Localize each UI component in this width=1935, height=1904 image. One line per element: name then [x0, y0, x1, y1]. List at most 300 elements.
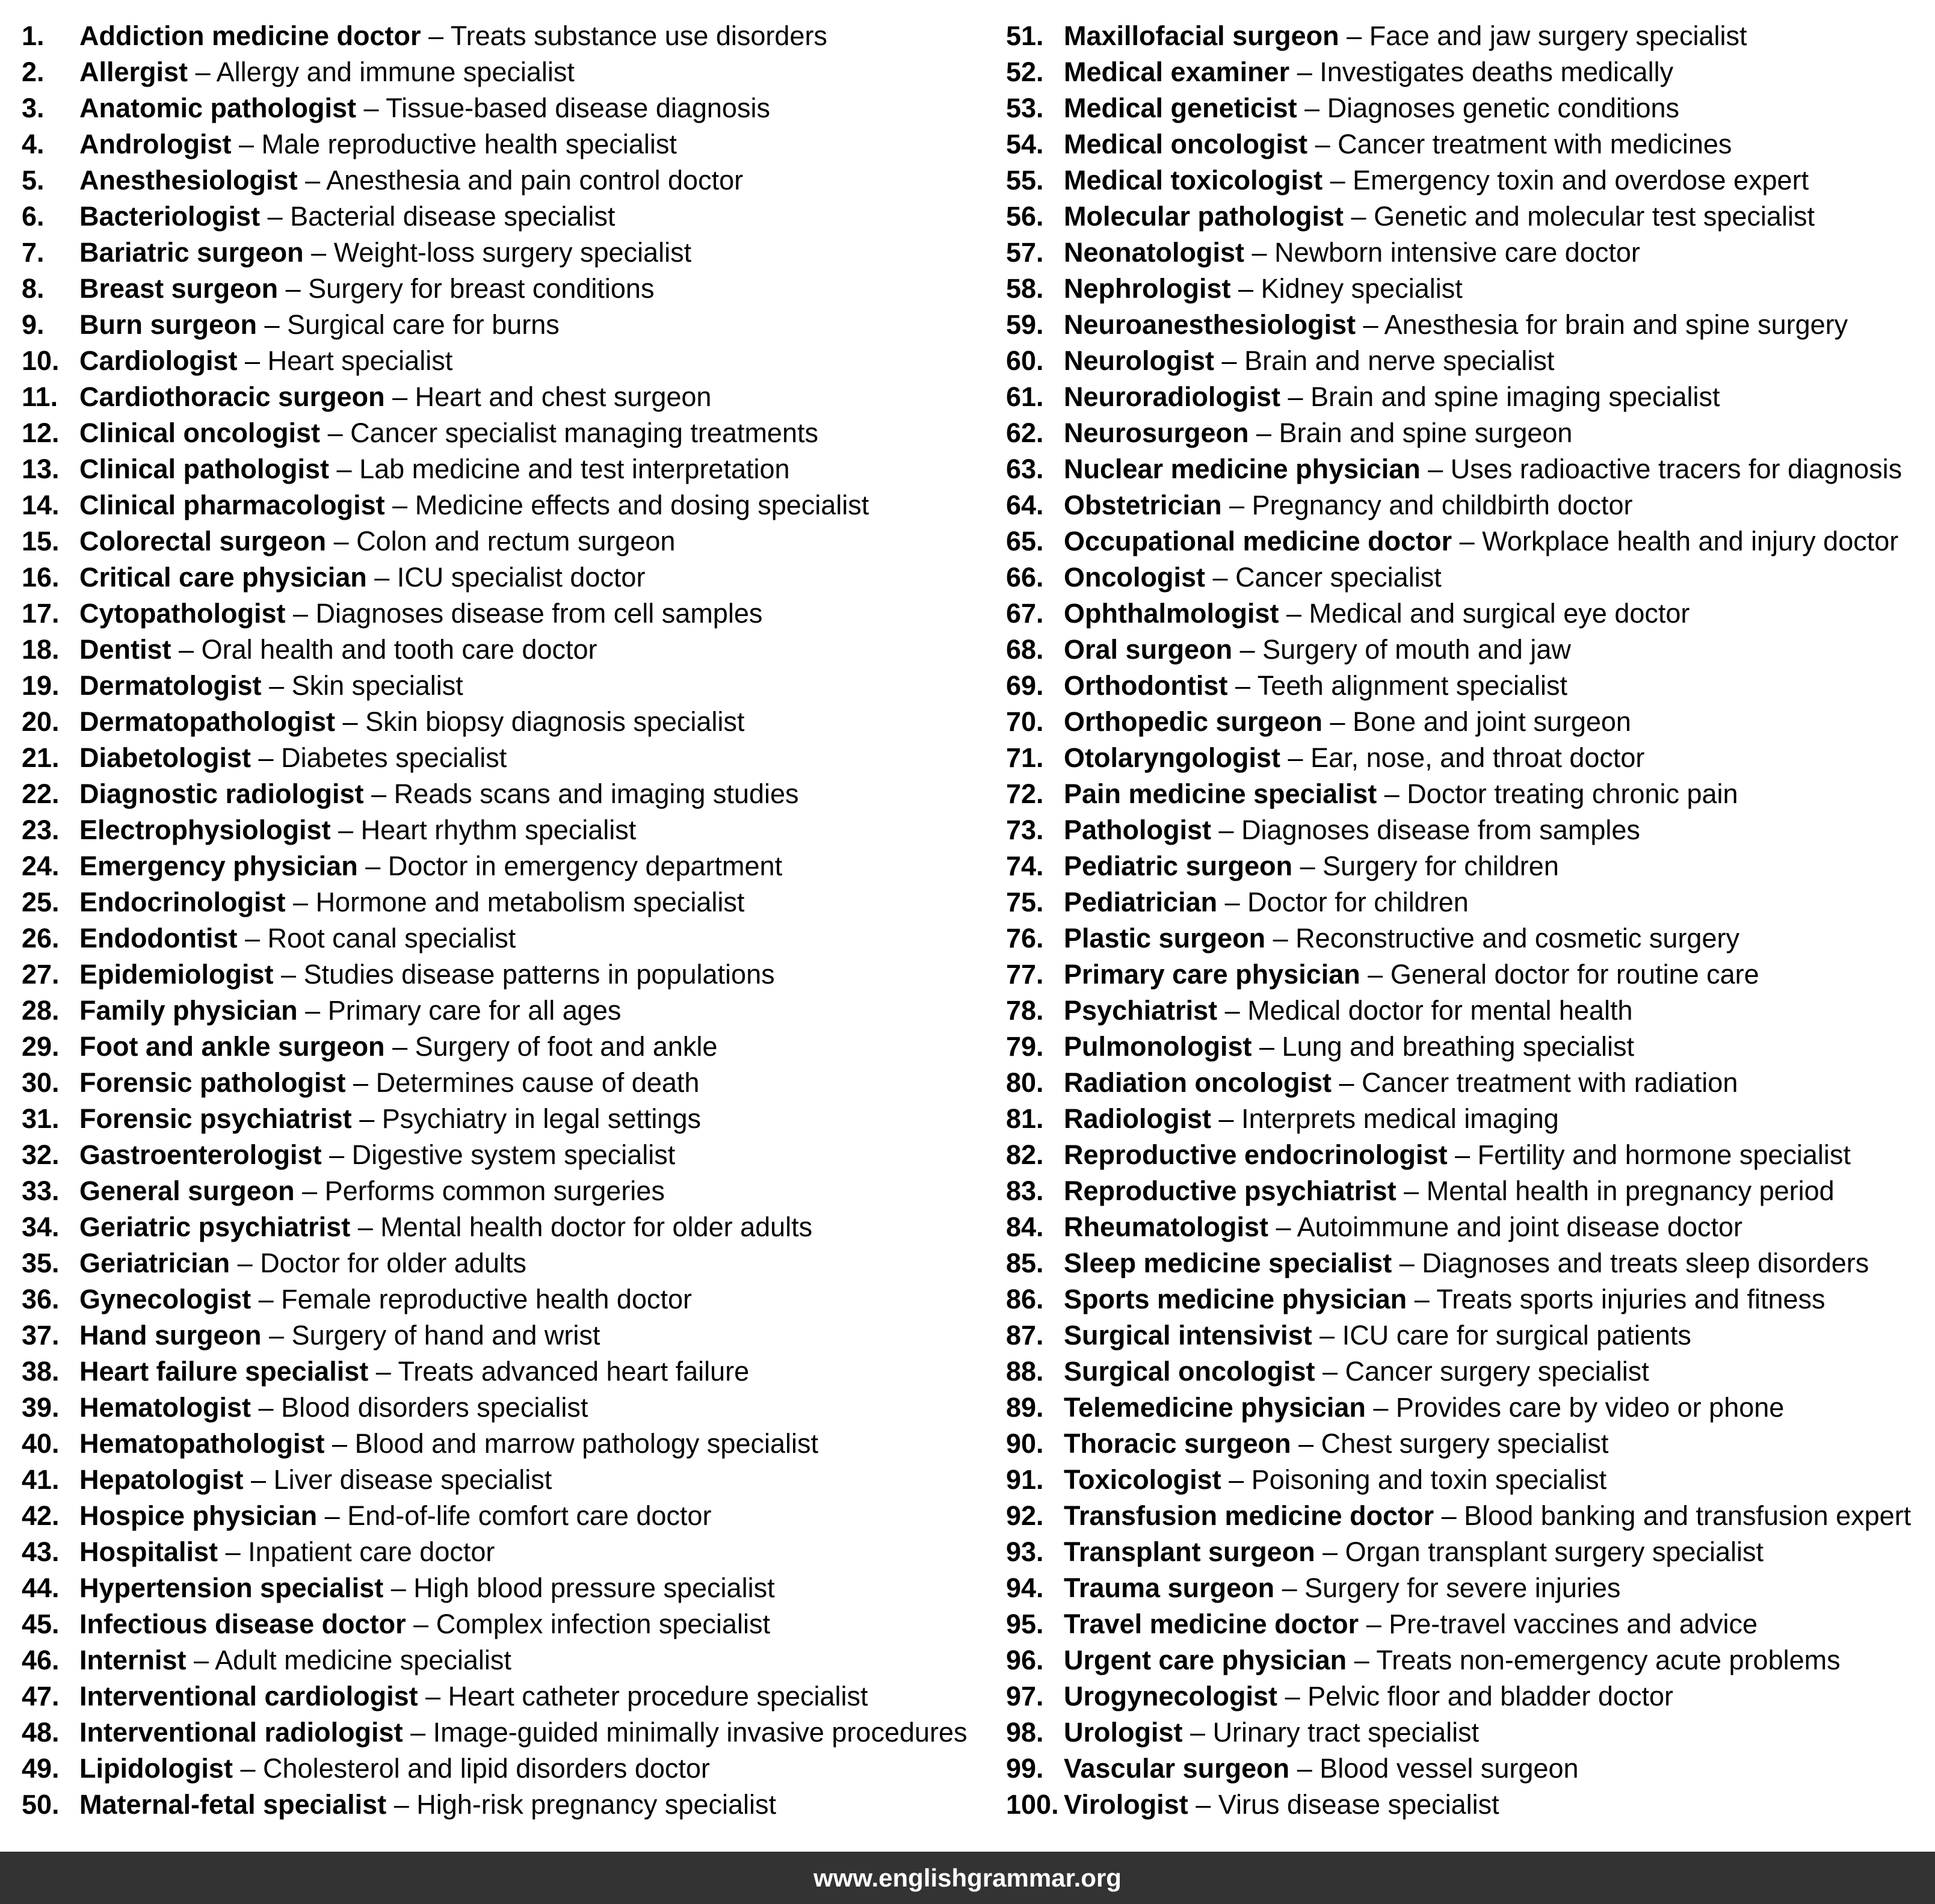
item-separator: – [1315, 129, 1330, 159]
item-number: 52. [1006, 57, 1044, 87]
item-term: Bariatric surgeon [79, 237, 304, 268]
list-item [1006, 90, 1933, 126]
list-item [22, 1678, 984, 1715]
item-description: Virus disease specialist [1218, 1789, 1499, 1820]
list-item [1006, 1498, 1933, 1534]
item-term: Pathologist [1064, 815, 1211, 845]
list-item [22, 1715, 984, 1751]
item-term: Medical toxicologist [1064, 165, 1323, 196]
item-number: 27. [22, 959, 60, 990]
item-description: Root canal specialist [267, 923, 516, 954]
item-description: Studies disease patterns in populations [303, 959, 775, 990]
item-term: Family physician [79, 995, 298, 1026]
item-description: Investigates deaths medically [1319, 57, 1674, 87]
item-description: Determines cause of death [375, 1067, 700, 1098]
item-term: Rheumatologist [1064, 1212, 1269, 1242]
item-description: Blood disorders specialist [281, 1392, 588, 1423]
item-term: Orthodontist [1064, 670, 1228, 701]
item-separator: – [375, 1356, 391, 1387]
list-item [22, 487, 984, 523]
item-number: 34. [22, 1212, 60, 1242]
item-number: 17. [22, 598, 60, 629]
list-item [22, 1354, 984, 1390]
item-description: High-risk pregnancy specialist [416, 1789, 776, 1820]
list-item [22, 596, 984, 632]
item-term: Sports medicine physician [1064, 1284, 1407, 1314]
item-number: 92. [1006, 1500, 1044, 1531]
item-separator: – [392, 490, 408, 520]
item-term: Otolaryngologist [1064, 742, 1280, 773]
item-separator: – [1285, 1681, 1300, 1711]
item-description: Cancer treatment with radiation [1362, 1067, 1738, 1098]
specialist-list-right [1006, 18, 1933, 1823]
item-term: Endocrinologist [79, 887, 286, 917]
item-description: Weight-loss surgery specialist [333, 237, 692, 268]
item-separator: – [1368, 959, 1383, 990]
item-separator: – [1273, 923, 1288, 954]
item-number: 88. [1006, 1356, 1044, 1387]
item-description: Treats substance use disorders [450, 20, 827, 51]
item-description: Blood vessel surgeon [1319, 1753, 1579, 1784]
item-description: Autoimmune and joint disease doctor [1297, 1212, 1743, 1242]
item-description: Anesthesia for brain and spine surgery [1384, 309, 1848, 340]
item-separator: – [245, 345, 261, 376]
item-number: 8. [22, 273, 45, 304]
item-separator: – [390, 1573, 406, 1603]
item-separator: – [1351, 201, 1366, 232]
item-description: Interprets medical imaging [1241, 1103, 1559, 1134]
item-description: End-of-life comfort care doctor [347, 1500, 712, 1531]
item-term: Bacteriologist [79, 201, 261, 232]
item-description: Liver disease specialist [273, 1464, 552, 1495]
item-term: Hypertension specialist [79, 1573, 384, 1603]
item-term: Nuclear medicine physician [1064, 454, 1421, 484]
item-separator: – [413, 1609, 429, 1639]
list-item [22, 271, 984, 307]
item-separator: – [305, 995, 321, 1026]
item-term: Toxicologist [1064, 1464, 1221, 1495]
item-separator: – [238, 129, 255, 159]
item-term: Interventional cardiologist [79, 1681, 418, 1711]
item-separator: – [258, 1392, 274, 1423]
footer-bar [0, 1852, 1935, 1904]
item-separator: – [269, 1320, 285, 1351]
item-description: Surgery of hand and wrist [291, 1320, 600, 1351]
item-number: 14. [22, 490, 60, 520]
item-term: Forensic psychiatrist [79, 1103, 352, 1134]
item-separator: – [1297, 1753, 1312, 1784]
item-description: Surgical care for burns [287, 309, 560, 340]
list-item [22, 54, 984, 90]
item-term: Breast surgeon [79, 273, 279, 304]
item-term: Neuroradiologist [1064, 381, 1281, 412]
item-term: Cardiologist [79, 345, 238, 376]
item-separator: – [258, 742, 274, 773]
list-item [1006, 1462, 1933, 1498]
list-item [22, 957, 984, 993]
item-number: 65. [1006, 526, 1044, 556]
item-term: Clinical pathologist [79, 454, 330, 484]
item-term: Emergency physician [79, 851, 358, 881]
item-separator: – [359, 1103, 375, 1134]
item-term: Obstetrician [1064, 490, 1222, 520]
item-term: Neurologist [1064, 345, 1215, 376]
item-term: Gastroenterologist [79, 1139, 322, 1170]
list-item [1006, 379, 1933, 415]
list-item [1006, 415, 1933, 451]
list-item [1006, 704, 1933, 740]
item-number: 87. [1006, 1320, 1044, 1351]
item-description: Heart specialist [267, 345, 453, 376]
item-term: Andrologist [79, 129, 232, 159]
item-separator: – [195, 57, 211, 87]
item-description: Medical and surgical eye doctor [1309, 598, 1690, 629]
list-item [22, 1173, 984, 1209]
item-number: 19. [22, 670, 60, 701]
item-separator: – [194, 1645, 209, 1675]
item-number: 55. [1006, 165, 1044, 196]
item-separator: – [1229, 490, 1245, 520]
item-number: 40. [22, 1428, 60, 1459]
list-item [22, 812, 984, 848]
list-item [22, 235, 984, 271]
item-separator: – [179, 634, 194, 665]
item-number: 79. [1006, 1031, 1044, 1062]
item-separator: – [1288, 742, 1303, 773]
item-separator: – [1229, 1464, 1244, 1495]
item-separator: – [393, 1789, 409, 1820]
item-number: 54. [1006, 129, 1044, 159]
item-separator: – [1224, 995, 1240, 1026]
item-term: Heart failure specialist [79, 1356, 369, 1387]
item-term: Urologist [1064, 1717, 1183, 1748]
item-description: Male reproductive health specialist [261, 129, 677, 159]
item-description: Bone and joint surgeon [1353, 706, 1631, 737]
item-number: 67. [1006, 598, 1044, 629]
item-separator: – [292, 598, 309, 629]
item-number: 22. [22, 778, 60, 809]
item-separator: – [237, 1248, 253, 1278]
list-item [1006, 1642, 1933, 1678]
list-item [1006, 1317, 1933, 1354]
item-description: Fertility and hormone specialist [1477, 1139, 1851, 1170]
item-separator: – [371, 778, 387, 809]
item-description: Treats sports injuries and fitness [1436, 1284, 1825, 1314]
item-description: General doctor for routine care [1390, 959, 1759, 990]
list-item [1006, 1173, 1933, 1209]
item-number: 26. [22, 923, 60, 954]
list-item [22, 1570, 984, 1606]
item-description: Treats non-emergency acute problems [1376, 1645, 1841, 1675]
item-description: Adult medicine specialist [215, 1645, 511, 1675]
item-term: Colorectal surgeon [79, 526, 327, 556]
item-description: Tissue-based disease diagnosis [386, 93, 770, 123]
item-number: 83. [1006, 1175, 1044, 1206]
item-description: Cancer specialist [1235, 562, 1442, 593]
item-separator: – [1414, 1284, 1430, 1314]
item-number: 63. [1006, 454, 1044, 484]
item-number: 61. [1006, 381, 1044, 412]
item-term: Internist [79, 1645, 187, 1675]
item-term: Primary care physician [1064, 959, 1360, 990]
item-term: Orthopedic surgeon [1064, 706, 1323, 737]
item-description: Surgery for severe injuries [1304, 1573, 1621, 1603]
item-description: Reconstructive and cosmetic surgery [1295, 923, 1739, 954]
item-number: 91. [1006, 1464, 1044, 1495]
list-item [1006, 884, 1933, 920]
list-item [22, 884, 984, 920]
item-description: Reads scans and imaging studies [393, 778, 799, 809]
list-item [22, 1642, 984, 1678]
list-item [22, 1751, 984, 1787]
item-description: Diagnoses disease from samples [1241, 815, 1640, 845]
item-separator: – [332, 1428, 348, 1459]
item-term: Electrophysiologist [79, 815, 331, 845]
item-description: Organ transplant surgery specialist [1345, 1536, 1764, 1567]
specialist-list-left [22, 18, 984, 1823]
item-separator: – [1251, 237, 1267, 268]
item-separator: – [1190, 1717, 1206, 1748]
item-separator: – [1235, 670, 1250, 701]
item-separator: – [1238, 273, 1254, 304]
item-separator: – [1339, 1067, 1354, 1098]
item-number: 29. [22, 1031, 60, 1062]
item-number: 76. [1006, 923, 1044, 954]
item-description: Heart and chest surgeon [415, 381, 712, 412]
item-number: 39. [22, 1392, 60, 1423]
list-item [22, 1245, 984, 1281]
list-item [1006, 1209, 1933, 1245]
list-item [22, 307, 984, 343]
item-separator: – [336, 454, 352, 484]
item-description: Emergency toxin and overdose expert [1353, 165, 1809, 196]
list-item [1006, 307, 1933, 343]
list-item [1006, 1426, 1933, 1462]
list-item [1006, 1029, 1933, 1065]
item-description: Mental health doctor for older adults [380, 1212, 813, 1242]
item-description: High blood pressure specialist [413, 1573, 775, 1603]
item-number: 20. [22, 706, 60, 737]
list-item [22, 920, 984, 957]
item-description: Skin specialist [291, 670, 463, 701]
item-description: Doctor treating chronic pain [1407, 778, 1738, 809]
item-separator: – [392, 381, 408, 412]
item-description: Genetic and molecular test specialist [1374, 201, 1815, 232]
item-number: 41. [22, 1464, 60, 1495]
item-separator: – [269, 670, 285, 701]
item-term: Ophthalmologist [1064, 598, 1279, 629]
item-number: 90. [1006, 1428, 1044, 1459]
item-description: Pelvic floor and bladder doctor [1307, 1681, 1673, 1711]
item-number: 57. [1006, 237, 1044, 268]
list-item [1006, 1787, 1933, 1823]
item-number: 6. [22, 201, 45, 232]
item-number: 56. [1006, 201, 1044, 232]
item-description: Hormone and metabolism specialist [315, 887, 745, 917]
item-term: Clinical oncologist [79, 417, 321, 448]
item-separator: – [1330, 165, 1345, 196]
item-description: Inpatient care doctor [248, 1536, 495, 1567]
item-separator: – [281, 959, 297, 990]
item-separator: – [329, 1139, 345, 1170]
item-number: 69. [1006, 670, 1044, 701]
item-term: Neurosurgeon [1064, 417, 1249, 448]
list-item [1006, 1065, 1933, 1101]
item-separator: – [1282, 1573, 1297, 1603]
item-separator: – [1404, 1175, 1419, 1206]
item-term: Vascular surgeon [1064, 1753, 1290, 1784]
item-description: Brain and spine imaging specialist [1310, 381, 1720, 412]
item-number: 51. [1006, 20, 1044, 51]
item-description: Psychiatry in legal settings [381, 1103, 701, 1134]
list-item [1006, 920, 1933, 957]
item-description: Female reproductive health doctor [281, 1284, 692, 1314]
list-item [1006, 162, 1933, 199]
item-number: 68. [1006, 634, 1044, 665]
item-term: Maternal-fetal specialist [79, 1789, 387, 1820]
item-separator: – [1319, 1320, 1335, 1351]
item-term: Hospitalist [79, 1536, 218, 1567]
item-number: 24. [22, 851, 60, 881]
item-description: Treats advanced heart failure [398, 1356, 750, 1387]
item-number: 94. [1006, 1573, 1044, 1603]
item-term: Dermatopathologist [79, 706, 336, 737]
item-separator: – [225, 1536, 241, 1567]
item-number: 70. [1006, 706, 1044, 737]
item-term: Medical oncologist [1064, 129, 1308, 159]
list-item [1006, 1534, 1933, 1570]
list-item [1006, 776, 1933, 812]
item-separator: – [363, 93, 379, 123]
item-term: Surgical oncologist [1064, 1356, 1315, 1387]
list-item [1006, 559, 1933, 596]
item-separator: – [285, 273, 301, 304]
item-number: 46. [22, 1645, 60, 1675]
item-description: Pregnancy and childbirth doctor [1251, 490, 1633, 520]
item-separator: – [1455, 1139, 1471, 1170]
item-number: 62. [1006, 417, 1044, 448]
item-term: Dentist [79, 634, 171, 665]
list-item [22, 162, 984, 199]
item-separator: – [1298, 1428, 1314, 1459]
list-item [1006, 668, 1933, 704]
item-description: Cholesterol and lipid disorders doctor [263, 1753, 710, 1784]
item-term: Molecular pathologist [1064, 201, 1344, 232]
item-separator: – [1239, 634, 1255, 665]
list-item [1006, 18, 1933, 54]
list-item [1006, 271, 1933, 307]
item-separator: – [244, 923, 260, 954]
item-number: 3. [22, 93, 45, 123]
list-item [22, 1101, 984, 1137]
list-item [1006, 1137, 1933, 1173]
item-number: 13. [22, 454, 60, 484]
list-item [22, 559, 984, 596]
item-number: 10. [22, 345, 60, 376]
item-number: 11. [22, 381, 58, 412]
item-number: 45. [22, 1609, 60, 1639]
item-term: Occupational medicine doctor [1064, 526, 1452, 556]
item-description: Surgery of mouth and jaw [1262, 634, 1571, 665]
item-number: 9. [22, 309, 45, 340]
footer-url[interactable]: www.englishgrammar.org [813, 1864, 1122, 1892]
list-item [22, 993, 984, 1029]
list-item [22, 1534, 984, 1570]
list-item [22, 1137, 984, 1173]
item-description: Doctor for children [1247, 887, 1469, 917]
item-term: Transfusion medicine doctor [1064, 1500, 1434, 1531]
item-term: Maxillofacial surgeon [1064, 20, 1339, 51]
item-description: Skin biopsy diagnosis specialist [365, 706, 745, 737]
list-item [22, 1390, 984, 1426]
list-item [22, 451, 984, 487]
list-item [22, 1281, 984, 1317]
item-description: Brain and spine surgeon [1279, 417, 1573, 448]
item-term: Cardiothoracic surgeon [79, 381, 385, 412]
item-number: 28. [22, 995, 60, 1026]
item-term: Surgical intensivist [1064, 1320, 1312, 1351]
item-term: Thoracic surgeon [1064, 1428, 1291, 1459]
item-term: Medical geneticist [1064, 93, 1297, 123]
item-number: 18. [22, 634, 60, 665]
list-item [22, 379, 984, 415]
item-separator: – [264, 309, 280, 340]
item-number: 50. [22, 1789, 60, 1820]
list-item [22, 1065, 984, 1101]
list-item [22, 90, 984, 126]
item-term: Hospice physician [79, 1500, 318, 1531]
item-number: 38. [22, 1356, 60, 1387]
item-description: Colon and rectum surgeon [356, 526, 676, 556]
item-number: 66. [1006, 562, 1044, 593]
item-separator: – [1286, 598, 1302, 629]
item-separator: – [1218, 815, 1234, 845]
item-description: Newborn intensive care doctor [1274, 237, 1640, 268]
item-number: 80. [1006, 1067, 1044, 1098]
item-term: Foot and ankle surgeon [79, 1031, 385, 1062]
item-number: 15. [22, 526, 60, 556]
item-number: 64. [1006, 490, 1044, 520]
item-term: Anesthesiologist [79, 165, 298, 196]
item-number: 98. [1006, 1717, 1044, 1748]
item-description: Chest surgery specialist [1321, 1428, 1609, 1459]
item-term: Dermatologist [79, 670, 262, 701]
list-item [1006, 632, 1933, 668]
item-number: 86. [1006, 1284, 1044, 1314]
list-item [22, 415, 984, 451]
item-number: 31. [22, 1103, 60, 1134]
list-item [1006, 343, 1933, 379]
item-number: 2. [22, 57, 45, 87]
list-item [22, 1498, 984, 1534]
item-description: Kidney specialist [1261, 273, 1463, 304]
item-term: Oncologist [1064, 562, 1205, 593]
item-term: Diagnostic radiologist [79, 778, 364, 809]
item-number: 78. [1006, 995, 1044, 1026]
item-number: 81. [1006, 1103, 1044, 1134]
item-separator: – [251, 1464, 267, 1495]
item-term: Neuroanesthesiologist [1064, 309, 1356, 340]
item-number: 5. [22, 165, 45, 196]
list-item [1006, 1678, 1933, 1715]
list-item [22, 126, 984, 162]
item-description: Anesthesia and pain control doctor [326, 165, 744, 196]
item-number: 49. [22, 1753, 60, 1784]
item-separator: – [1196, 1789, 1211, 1820]
item-number: 1. [22, 20, 45, 51]
item-term: Medical examiner [1064, 57, 1290, 87]
item-number: 21. [22, 742, 60, 773]
